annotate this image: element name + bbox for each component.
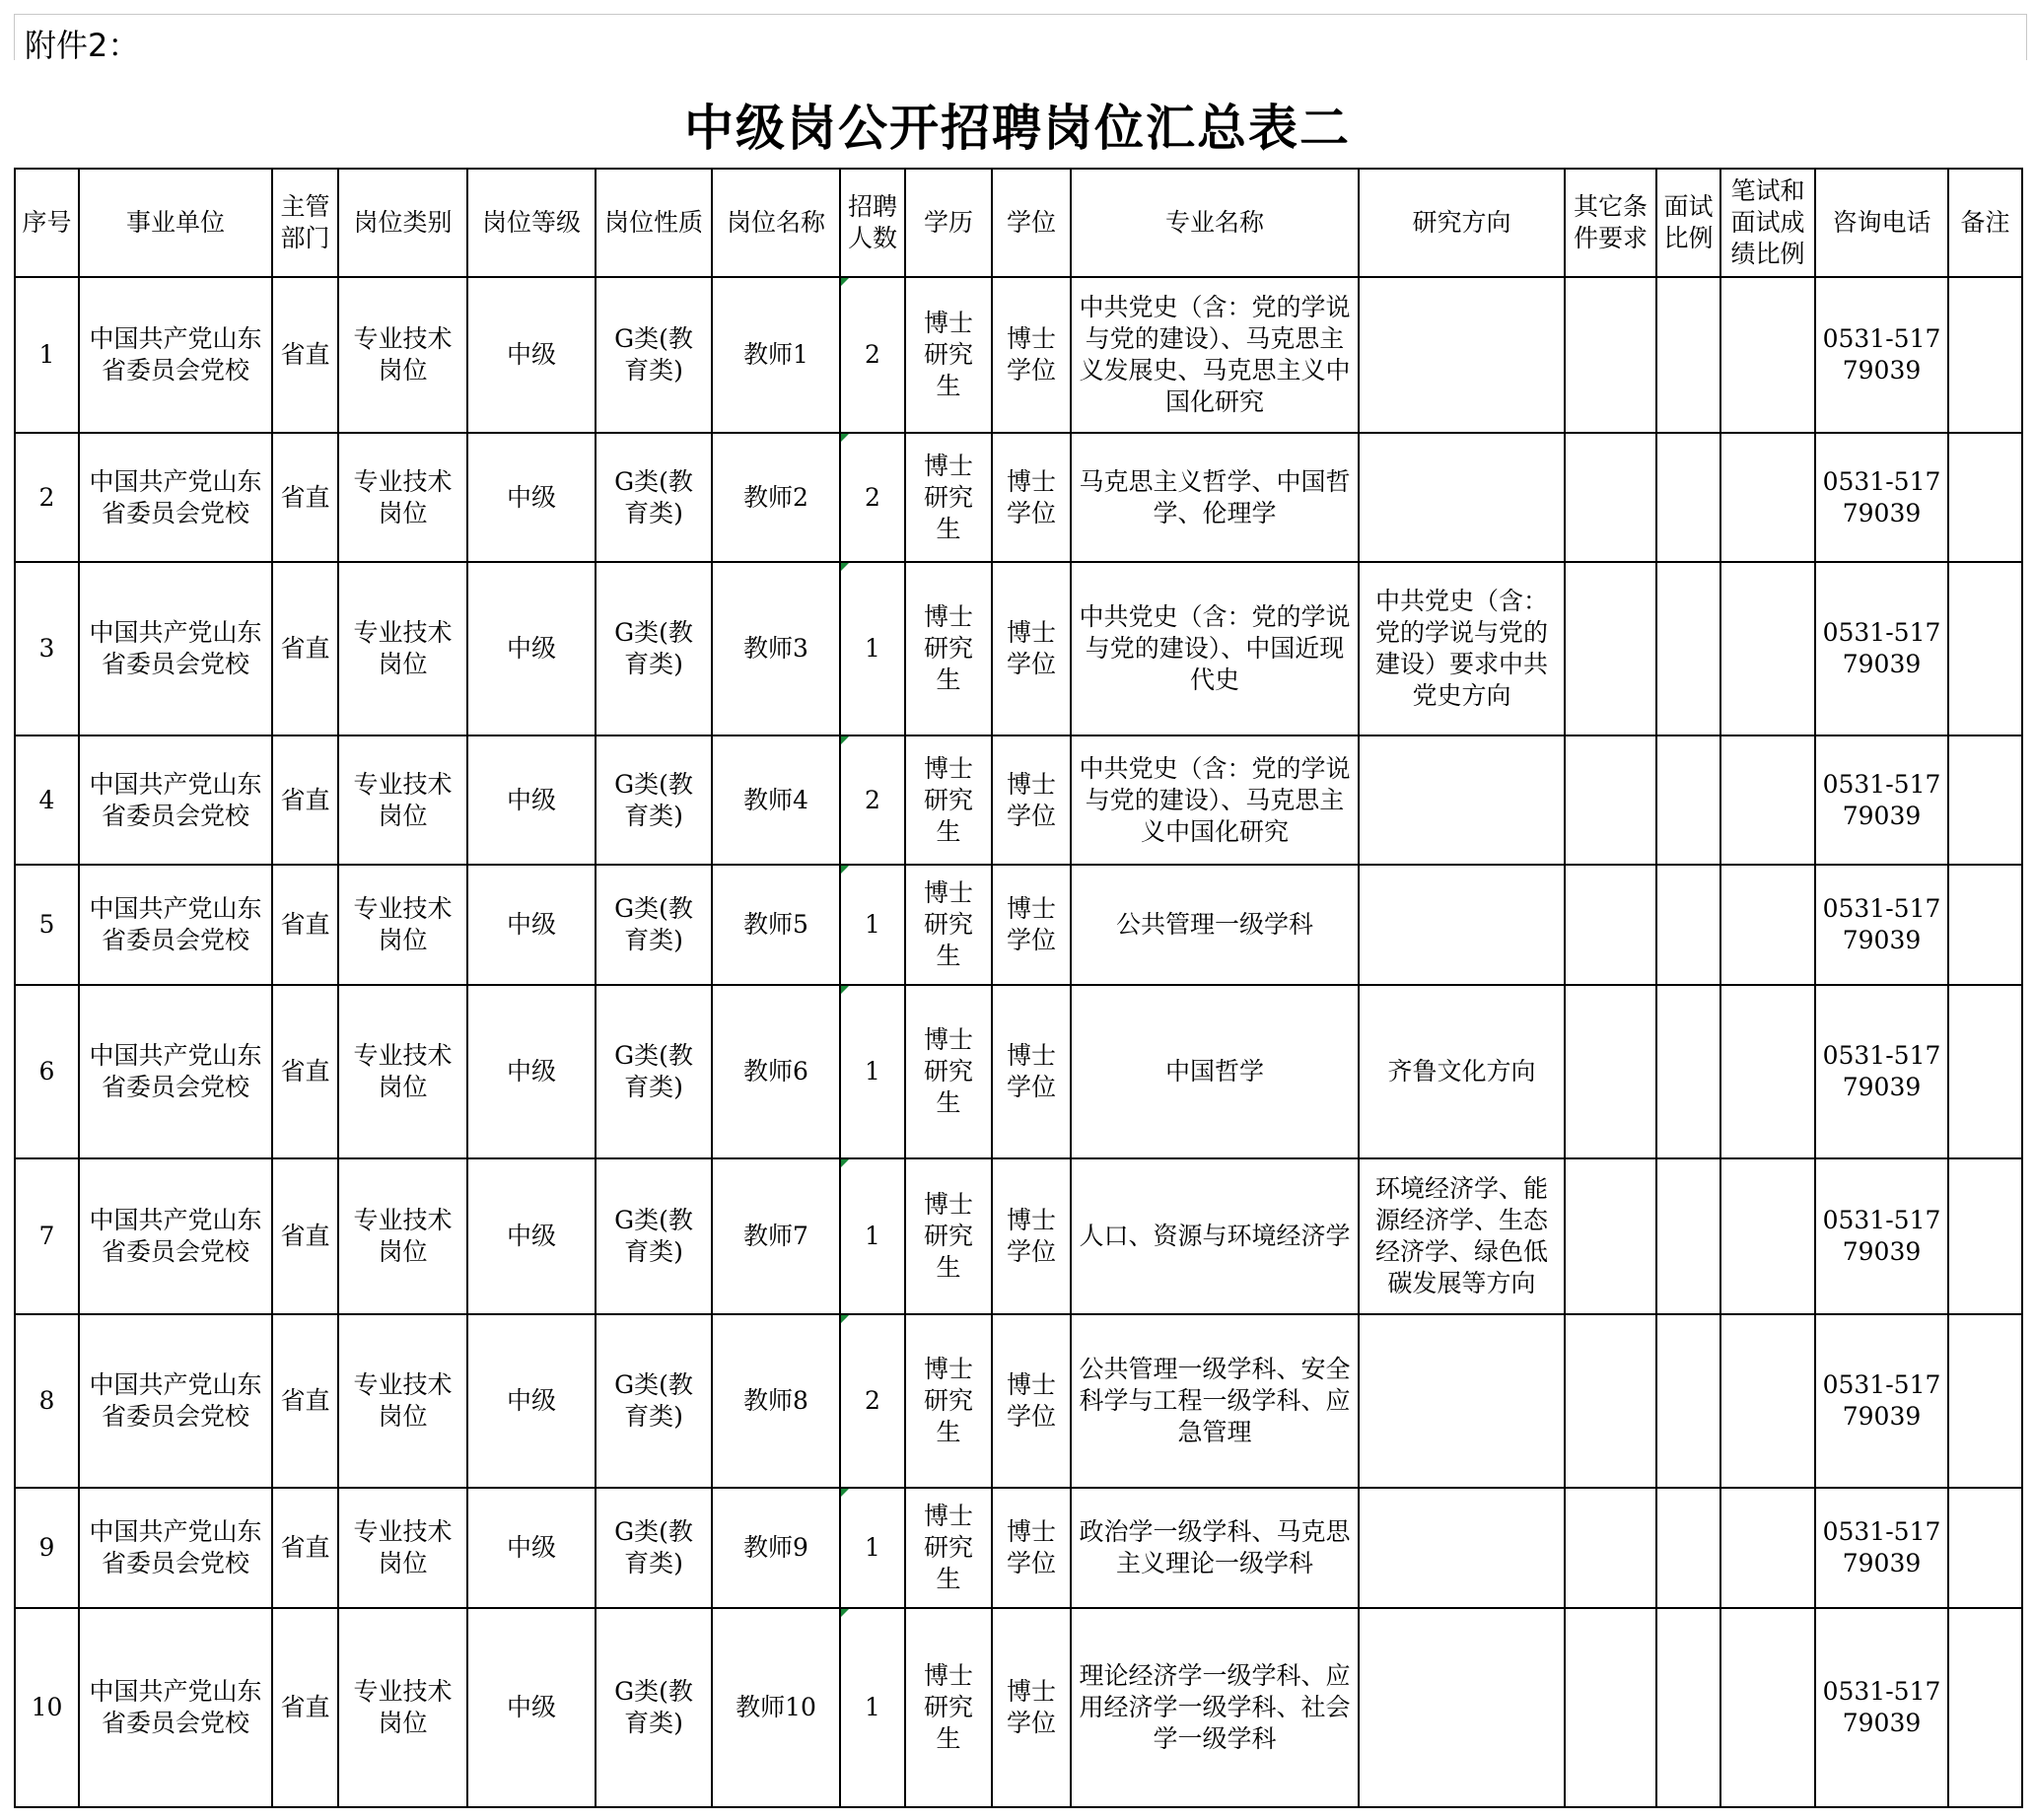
cell-degree: 博士学位 [992, 735, 1071, 865]
cell-score-ratio [1720, 1608, 1815, 1807]
cell-major: 公共管理一级学科、安全科学与工程一级学科、应急管理 [1071, 1314, 1359, 1488]
header-col-phone: 咨询电话 [1815, 169, 1948, 277]
cell-dept: 省直 [272, 562, 338, 735]
cell-remark [1948, 1314, 2022, 1488]
cell-position: 教师7 [712, 1158, 840, 1314]
cell-unit: 中国共产党山东省委员会党校 [79, 985, 272, 1158]
cell-interview-ratio [1656, 1314, 1720, 1488]
cell-category: 专业技术岗位 [338, 865, 467, 985]
cell-degree: 博士学位 [992, 433, 1071, 562]
cell-major: 人口、资源与环境经济学 [1071, 1158, 1359, 1314]
cell-research: 齐鲁文化方向 [1359, 985, 1565, 1158]
cell-no: 9 [15, 1488, 79, 1608]
cell-level: 中级 [467, 735, 596, 865]
header-col-score-ratio: 笔试和面试成绩比例 [1720, 169, 1815, 277]
cell-education: 博士研究生 [905, 433, 992, 562]
cell-remark [1948, 1488, 2022, 1608]
recruitment-table [14, 168, 2023, 1808]
cell-level: 中级 [467, 562, 596, 735]
table-row [15, 865, 2022, 985]
table-row [15, 1314, 2022, 1488]
cell-remark [1948, 1608, 2022, 1807]
cell-level: 中级 [467, 1608, 596, 1807]
cell-interview-ratio [1656, 985, 1720, 1158]
cell-nature: G类(教育类) [596, 865, 712, 985]
cell-nature: G类(教育类) [596, 433, 712, 562]
cell-education: 博士研究生 [905, 1488, 992, 1608]
header-row [15, 169, 2022, 277]
cell-count: 1 [840, 1488, 905, 1608]
cell-dept: 省直 [272, 277, 338, 433]
cell-phone: 0531-51779039 [1815, 865, 1948, 985]
cell-research: 环境经济学、能源经济学、生态经济学、绿色低碳发展等方向 [1359, 1158, 1565, 1314]
table-row [15, 277, 2022, 433]
cell-count: 1 [840, 865, 905, 985]
header-col-education: 学历 [905, 169, 992, 277]
page-title: 中级岗公开招聘岗位汇总表二 [684, 100, 1351, 157]
cell-degree: 博士学位 [992, 1608, 1071, 1807]
header-col-remark: 备注 [1948, 169, 2022, 277]
cell-dept: 省直 [272, 735, 338, 865]
cell-score-ratio [1720, 1158, 1815, 1314]
cell-category: 专业技术岗位 [338, 735, 467, 865]
cell-dept: 省直 [272, 1158, 338, 1314]
cell-education: 博士研究生 [905, 562, 992, 735]
cell-interview-ratio [1656, 433, 1720, 562]
cell-dept: 省直 [272, 985, 338, 1158]
cell-unit: 中国共产党山东省委员会党校 [79, 433, 272, 562]
header-col-other: 其它条件要求 [1565, 169, 1656, 277]
cell-phone: 0531-51779039 [1815, 562, 1948, 735]
cell-no: 3 [15, 562, 79, 735]
cell-degree: 博士学位 [992, 985, 1071, 1158]
cell-remark [1948, 735, 2022, 865]
cell-research [1359, 865, 1565, 985]
cell-education: 博士研究生 [905, 1158, 992, 1314]
cell-level: 中级 [467, 277, 596, 433]
cell-interview-ratio [1656, 1608, 1720, 1807]
cell-degree: 博士学位 [992, 865, 1071, 985]
header-col-dept: 主管部门 [272, 169, 338, 277]
cell-interview-ratio [1656, 865, 1720, 985]
cell-other [1565, 865, 1656, 985]
cell-score-ratio [1720, 735, 1815, 865]
cell-research [1359, 277, 1565, 433]
cell-nature: G类(教育类) [596, 1608, 712, 1807]
cell-nature: G类(教育类) [596, 1314, 712, 1488]
cell-unit: 中国共产党山东省委员会党校 [79, 1314, 272, 1488]
cell-unit: 中国共产党山东省委员会党校 [79, 1488, 272, 1608]
cell-other [1565, 433, 1656, 562]
cell-position: 教师1 [712, 277, 840, 433]
header-col-nature: 岗位性质 [596, 169, 712, 277]
cell-level: 中级 [467, 985, 596, 1158]
cell-score-ratio [1720, 277, 1815, 433]
cell-count: 1 [840, 562, 905, 735]
cell-score-ratio [1720, 1314, 1815, 1488]
cell-major: 中国哲学 [1071, 985, 1359, 1158]
cell-major: 马克思主义哲学、中国哲学、伦理学 [1071, 433, 1359, 562]
cell-count: 2 [840, 277, 905, 433]
cell-category: 专业技术岗位 [338, 1314, 467, 1488]
cell-other [1565, 1158, 1656, 1314]
cell-position: 教师9 [712, 1488, 840, 1608]
cell-degree: 博士学位 [992, 277, 1071, 433]
cell-score-ratio [1720, 865, 1815, 985]
cell-level: 中级 [467, 1314, 596, 1488]
cell-research [1359, 1488, 1565, 1608]
header-col-level: 岗位等级 [467, 169, 596, 277]
cell-no: 7 [15, 1158, 79, 1314]
header-col-position: 岗位名称 [712, 169, 840, 277]
cell-major: 中共党史（含：党的学说与党的建设）、马克思主义发展史、马克思主义中国化研究 [1071, 277, 1359, 433]
cell-research [1359, 735, 1565, 865]
cell-no: 1 [15, 277, 79, 433]
cell-remark [1948, 1158, 2022, 1314]
cell-category: 专业技术岗位 [338, 985, 467, 1158]
header-col-major: 专业名称 [1071, 169, 1359, 277]
attachment-label: 附件2： [25, 27, 140, 64]
cell-education: 博士研究生 [905, 865, 992, 985]
cell-phone: 0531-51779039 [1815, 1158, 1948, 1314]
cell-degree: 博士学位 [992, 1158, 1071, 1314]
cell-level: 中级 [467, 865, 596, 985]
cell-no: 2 [15, 433, 79, 562]
cell-major: 中共党史（含：党的学说与党的建设）、马克思主义中国化研究 [1071, 735, 1359, 865]
cell-unit: 中国共产党山东省委员会党校 [79, 277, 272, 433]
cell-education: 博士研究生 [905, 277, 992, 433]
cell-other [1565, 562, 1656, 735]
header-col-degree: 学位 [992, 169, 1071, 277]
cell-other [1565, 985, 1656, 1158]
cell-dept: 省直 [272, 1608, 338, 1807]
cell-other [1565, 735, 1656, 865]
cell-unit: 中国共产党山东省委员会党校 [79, 865, 272, 985]
cell-education: 博士研究生 [905, 985, 992, 1158]
header-col-interview-ratio: 面试比例 [1656, 169, 1720, 277]
cell-phone: 0531-51779039 [1815, 1608, 1948, 1807]
cell-category: 专业技术岗位 [338, 1488, 467, 1608]
cell-category: 专业技术岗位 [338, 562, 467, 735]
cell-phone: 0531-51779039 [1815, 735, 1948, 865]
cell-remark [1948, 865, 2022, 985]
cell-other [1565, 277, 1656, 433]
cell-no: 6 [15, 985, 79, 1158]
cell-major: 公共管理一级学科 [1071, 865, 1359, 985]
cell-research: 中共党史（含：党的学说与党的建设）要求中共党史方向 [1359, 562, 1565, 735]
cell-degree: 博士学位 [992, 1314, 1071, 1488]
cell-nature: G类(教育类) [596, 985, 712, 1158]
cell-dept: 省直 [272, 1488, 338, 1608]
cell-interview-ratio [1656, 277, 1720, 433]
cell-count: 2 [840, 735, 905, 865]
cell-dept: 省直 [272, 1314, 338, 1488]
cell-level: 中级 [467, 1158, 596, 1314]
cell-no: 10 [15, 1608, 79, 1807]
cell-unit: 中国共产党山东省委员会党校 [79, 735, 272, 865]
cell-position: 教师5 [712, 865, 840, 985]
cell-other [1565, 1488, 1656, 1608]
table-row [15, 562, 2022, 735]
cell-nature: G类(教育类) [596, 1158, 712, 1314]
cell-count: 1 [840, 1158, 905, 1314]
header-col-unit: 事业单位 [79, 169, 272, 277]
cell-nature: G类(教育类) [596, 1488, 712, 1608]
cell-remark [1948, 985, 2022, 1158]
cell-phone: 0531-51779039 [1815, 985, 1948, 1158]
cell-unit: 中国共产党山东省委员会党校 [79, 1158, 272, 1314]
cell-nature: G类(教育类) [596, 277, 712, 433]
table-row [15, 1158, 2022, 1314]
cell-phone: 0531-51779039 [1815, 1488, 1948, 1608]
cell-education: 博士研究生 [905, 1608, 992, 1807]
cell-major: 中共党史（含：党的学说与党的建设）、中国近现代史 [1071, 562, 1359, 735]
cell-major: 理论经济学一级学科、应用经济学一级学科、社会学一级学科 [1071, 1608, 1359, 1807]
cell-count: 1 [840, 1608, 905, 1807]
table-row [15, 1488, 2022, 1608]
cell-score-ratio [1720, 433, 1815, 562]
attachment-header-bar [14, 14, 2027, 64]
cell-education: 博士研究生 [905, 1314, 992, 1488]
cell-category: 专业技术岗位 [338, 1158, 467, 1314]
cell-dept: 省直 [272, 433, 338, 562]
cell-position: 教师3 [712, 562, 840, 735]
cell-nature: G类(教育类) [596, 735, 712, 865]
cell-position: 教师10 [712, 1608, 840, 1807]
table-row [15, 985, 2022, 1158]
table-row [15, 1608, 2022, 1807]
header-col-count: 招聘人数 [840, 169, 905, 277]
cell-research [1359, 433, 1565, 562]
cell-category: 专业技术岗位 [338, 277, 467, 433]
cell-position: 教师6 [712, 985, 840, 1158]
cell-phone: 0531-51779039 [1815, 433, 1948, 562]
cell-phone: 0531-51779039 [1815, 1314, 1948, 1488]
cell-interview-ratio [1656, 1158, 1720, 1314]
cell-position: 教师8 [712, 1314, 840, 1488]
cell-unit: 中国共产党山东省委员会党校 [79, 562, 272, 735]
cell-position: 教师4 [712, 735, 840, 865]
cell-interview-ratio [1656, 735, 1720, 865]
table-body [15, 277, 2022, 1807]
cell-count: 2 [840, 1314, 905, 1488]
cell-no: 8 [15, 1314, 79, 1488]
cell-no: 4 [15, 735, 79, 865]
cell-count: 1 [840, 985, 905, 1158]
cell-other [1565, 1314, 1656, 1488]
cell-other [1565, 1608, 1656, 1807]
cell-research [1359, 1314, 1565, 1488]
cell-degree: 博士学位 [992, 562, 1071, 735]
cell-level: 中级 [467, 1488, 596, 1608]
cell-category: 专业技术岗位 [338, 433, 467, 562]
cell-position: 教师2 [712, 433, 840, 562]
table-row [15, 735, 2022, 865]
cell-remark [1948, 433, 2022, 562]
cell-interview-ratio [1656, 562, 1720, 735]
cell-phone: 0531-51779039 [1815, 277, 1948, 433]
cell-category: 专业技术岗位 [338, 1608, 467, 1807]
cell-count: 2 [840, 433, 905, 562]
header-col-category: 岗位类别 [338, 169, 467, 277]
cell-nature: G类(教育类) [596, 562, 712, 735]
cell-education: 博士研究生 [905, 735, 992, 865]
cell-research [1359, 1608, 1565, 1807]
cell-degree: 博士学位 [992, 1488, 1071, 1608]
header-col-no: 序号 [15, 169, 79, 277]
cell-major: 政治学一级学科、马克思主义理论一级学科 [1071, 1488, 1359, 1608]
cell-unit: 中国共产党山东省委员会党校 [79, 1608, 272, 1807]
cell-remark [1948, 277, 2022, 433]
cell-score-ratio [1720, 1488, 1815, 1608]
table-row [15, 433, 2022, 562]
cell-no: 5 [15, 865, 79, 985]
cell-interview-ratio [1656, 1488, 1720, 1608]
cell-score-ratio [1720, 562, 1815, 735]
cell-remark [1948, 562, 2022, 735]
cell-dept: 省直 [272, 865, 338, 985]
cell-level: 中级 [467, 433, 596, 562]
header-col-research: 研究方向 [1359, 169, 1565, 277]
cell-score-ratio [1720, 985, 1815, 1158]
